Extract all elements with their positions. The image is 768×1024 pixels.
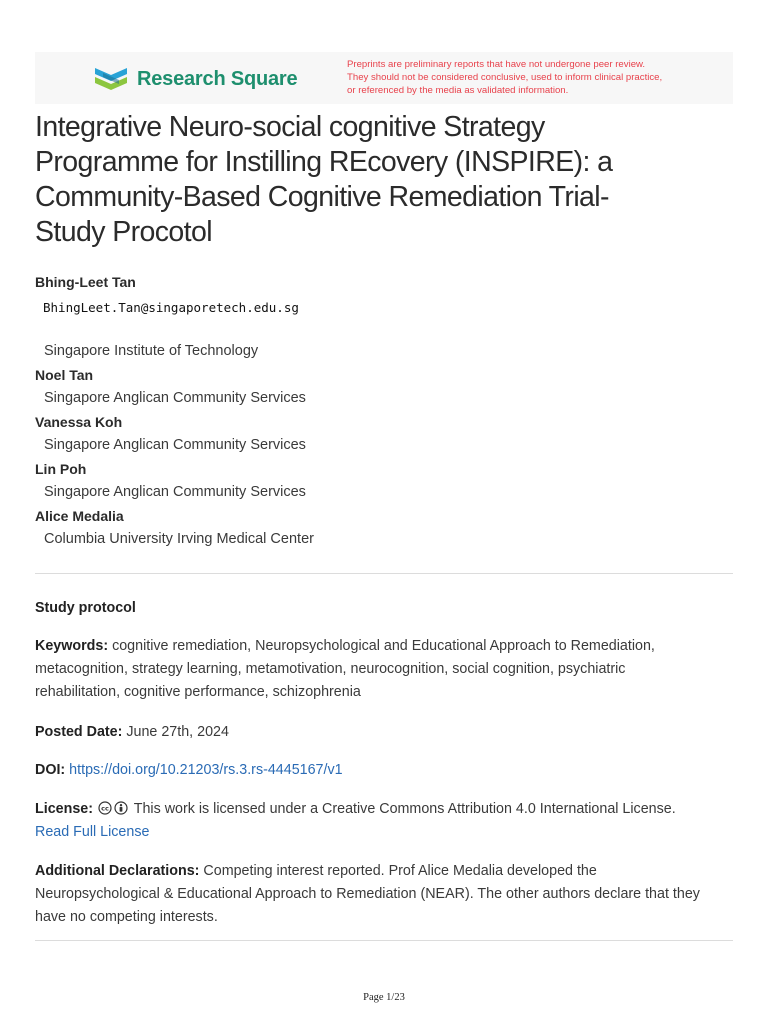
license-label: License: [35,801,94,817]
author-name: Lin Poh [35,461,87,477]
cc-icon [98,801,112,815]
divider [35,940,733,941]
posted-date-section [35,721,735,744]
posted-date-value: June 27th, 2024 [126,724,229,740]
logo-text: Research Square [137,67,298,90]
posted-date-label: Posted Date: [35,724,123,740]
license-icons [98,801,128,815]
license-section [35,798,735,844]
title-line: Programme for Instilling REcovery (INSPIRE): a [35,146,613,178]
read-full-license-link[interactable]: Read Full License [35,824,150,840]
keywords-label: Keywords: [35,638,109,654]
preprint-disclaimer [347,58,727,97]
research-square-logo-icon [93,65,129,93]
doi-section [35,759,735,782]
license-text: This work is licensed under a Creative Commons Attribution 4.0 International License. [133,801,676,817]
doi-link[interactable]: https://doi.org/10.21203/rs.3.rs-4445167/v1 [69,762,343,778]
declarations-line: Competing interest reported. Prof Alice Medalia developed the [203,863,597,879]
research-square-logo[interactable] [93,64,297,94]
divider [35,573,733,574]
keywords-section [35,635,735,704]
doi-label: DOI: [35,762,66,778]
title-line: Community-Based Cognitive Remediation Trial- [35,181,609,213]
title-line: Study Procotol [35,216,212,248]
svg-text:cc: cc [101,804,109,813]
article-type-label: Study protocol [35,600,136,616]
declarations-line: have no competing interests. [35,909,218,925]
disclaimer-line: or referenced by the media as validated information. [347,85,569,96]
keywords-line: cognitive remediation, Neuropsychological and Educational Approach to Remediation, [112,638,655,654]
page-number: Page 1/23 [363,992,405,1003]
declarations-section [35,860,735,929]
spacer [35,320,735,340]
author-affiliation: Singapore Anglican Community Services [44,390,306,406]
author-affiliation: Singapore Institute of Technology [44,343,259,359]
disclaimer-line: Preprints are preliminary reports that have not undergone peer review. [347,59,646,70]
keywords-line: metacognition, strategy learning, metamotivation, neurocognition, social cognition, psychiatric [35,661,626,677]
author-list [35,270,735,551]
paper-title [35,110,735,250]
preprint-banner [35,52,733,104]
title-line: Integrative Neuro-social cognitive Strategy [35,111,545,143]
author-affiliation: Singapore Anglican Community Services [44,437,306,453]
author-email[interactable]: BhingLeet.Tan@singaporetech.edu.sg [43,300,299,315]
author-name: Vanessa Koh [35,414,123,430]
keywords-line: rehabilitation, cognitive performance, schizophrenia [35,684,361,700]
author-name: Noel Tan [35,367,94,383]
by-icon [114,801,128,815]
author-affiliation: Columbia University Irving Medical Center [44,531,314,547]
author-name: Alice Medalia [35,508,124,524]
declarations-line: Neuropsychological & Educational Approach to Remediation (NEAR). The other authors declare that they [35,886,700,902]
author-affiliation: Singapore Anglican Community Services [44,484,306,500]
declarations-label: Additional Declarations: [35,863,200,879]
disclaimer-line: They should not be considered conclusive, used to inform clinical practice, [347,72,663,83]
author-name: Bhing-Leet Tan [35,274,136,290]
article-type [35,597,735,620]
